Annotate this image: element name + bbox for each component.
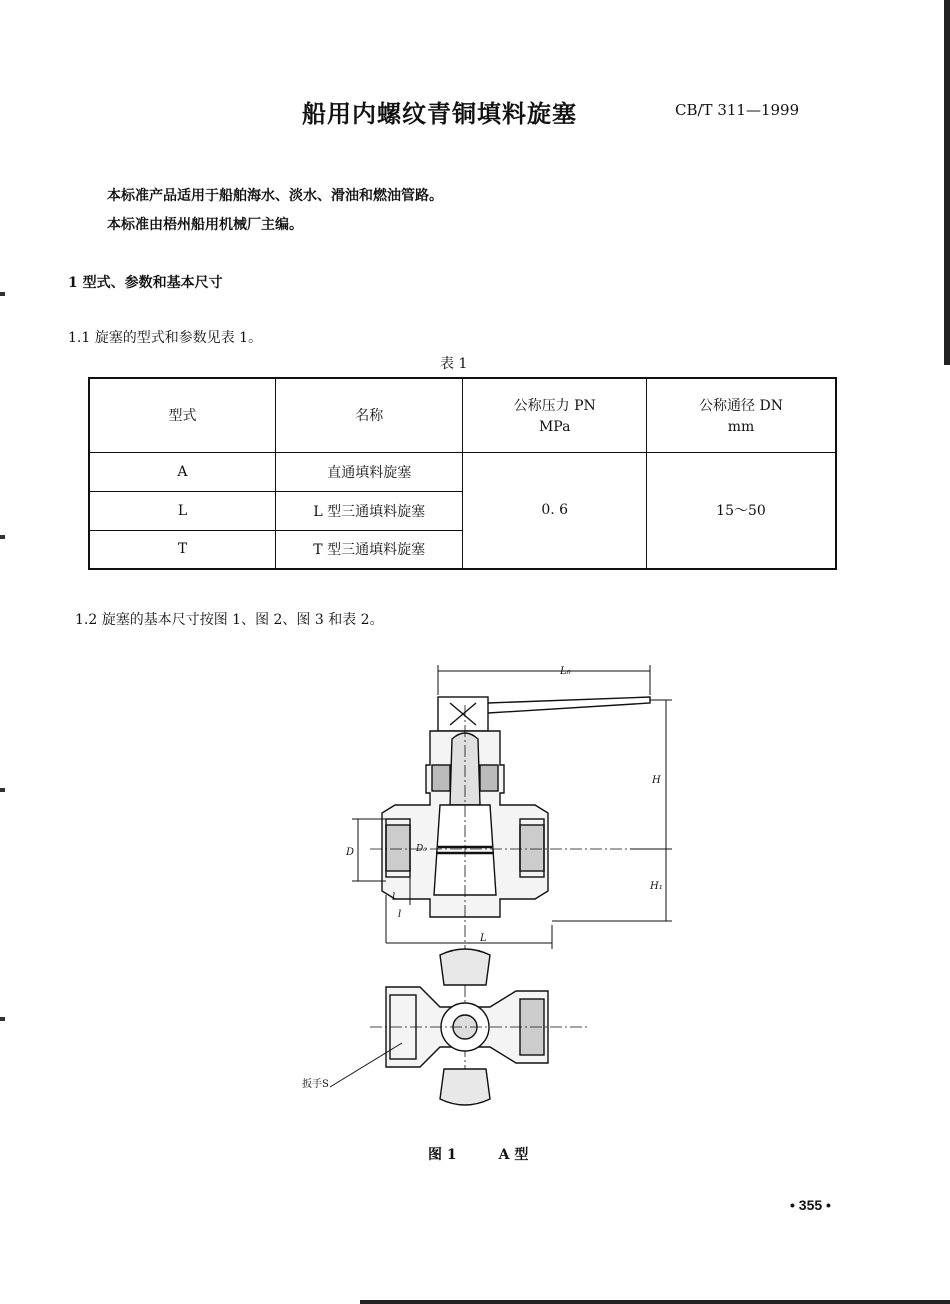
cell-type: L <box>89 491 275 530</box>
standard-code: CB/T 311—1999 <box>675 101 800 119</box>
label-L: L <box>480 933 487 944</box>
header-diameter-label: 公称通径 DN <box>699 398 783 415</box>
scan-mark <box>0 788 5 792</box>
scan-mark <box>0 292 5 296</box>
cell-diameter: 15～50 <box>646 452 836 569</box>
label-D: D <box>346 847 355 858</box>
scan-mark <box>0 535 5 539</box>
label-D0: D₀ <box>416 844 427 854</box>
table-header-row <box>89 378 836 452</box>
table-1-title: 表 1 <box>440 356 468 372</box>
section-1-heading: 1 型式、参数和基本尺寸 <box>68 275 223 291</box>
scan-edge-right <box>944 0 950 365</box>
page-number: • 355 • <box>790 1197 831 1213</box>
header-type: 型式 <box>89 378 275 452</box>
figure-number: 图 1 <box>428 1147 457 1163</box>
cell-pressure: 0. 6 <box>463 452 647 569</box>
label-wrench: 扳手S <box>302 1079 329 1090</box>
cell-name: T 型三通填料旋塞 <box>275 530 462 569</box>
scan-edge-bottom <box>360 1300 950 1304</box>
intro-line-2: 本标准由梧州船用机械厂主编。 <box>107 217 303 233</box>
label-l-outer: l <box>398 909 402 920</box>
header-name: 名称 <box>275 378 462 452</box>
cell-type: A <box>89 452 275 491</box>
cell-type: T <box>89 530 275 569</box>
intro-line-1: 本标准产品适用于船舶海水、淡水、滑油和燃油管路。 <box>107 188 443 204</box>
scan-mark <box>0 1017 5 1021</box>
section-1-2-text: 1.2 旋塞的基本尺寸按图 1、图 2、图 3 和表 2。 <box>75 612 384 628</box>
header-pressure <box>463 378 647 452</box>
label-H1: H₁ <box>650 881 663 892</box>
cell-name: 直通填料旋塞 <box>275 452 462 491</box>
handle-shape <box>438 697 650 731</box>
figure-type: A 型 <box>498 1147 529 1163</box>
parameter-table <box>88 377 837 570</box>
header-diameter <box>646 378 836 452</box>
section-1-1-text: 1.1 旋塞的型式和参数见表 1。 <box>68 330 263 346</box>
label-H: H <box>652 775 661 786</box>
valve-drawing <box>290 655 690 1115</box>
document-title: 船用内螺纹青铜填料旋塞 <box>302 100 577 128</box>
cell-name: L 型三通填料旋塞 <box>275 491 462 530</box>
header-pressure-label: 公称压力 PN <box>513 398 596 415</box>
label-L0: L₀ <box>560 666 571 677</box>
header-diameter-unit: mm <box>727 419 755 436</box>
table-row <box>89 452 836 491</box>
header-pressure-unit: MPa <box>538 419 571 436</box>
label-l-inner: l <box>392 892 396 903</box>
figure-caption <box>428 1144 528 1164</box>
